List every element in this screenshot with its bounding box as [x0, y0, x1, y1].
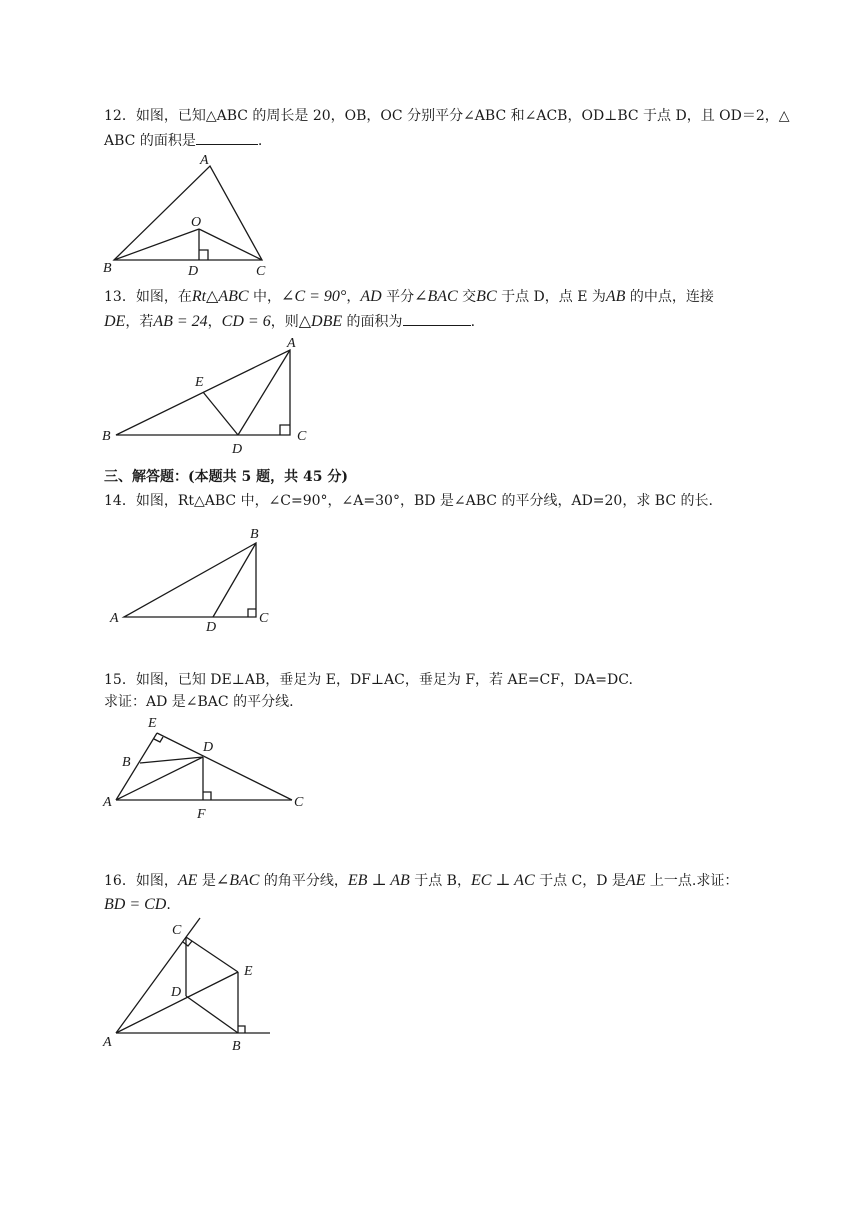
q13-l2-t4: 的面积为 [342, 314, 403, 330]
q16-right-angle-mark-b [238, 1026, 245, 1033]
q15-label-a: A [103, 795, 112, 810]
q16-m3: EB ⊥ AB [347, 872, 410, 889]
q12-label-b: B [103, 261, 112, 276]
q13-label-b: B [102, 429, 111, 444]
q16-m1: AE [177, 872, 198, 889]
q12-text-lead: ABC 的面积是 [104, 133, 196, 149]
q13-m2: ∠C = 90° [281, 288, 347, 305]
q13-m5: BC [476, 288, 497, 305]
q13-l2-m3: CD = 6 [221, 313, 271, 330]
q13-label-d: D [232, 442, 243, 457]
q13-m4: ∠BAC [414, 288, 458, 305]
q13-t6: 于点 D，点 E 为 [496, 289, 606, 305]
q16-ray-ac [116, 918, 200, 1033]
q12-label-a: A [200, 153, 209, 168]
q15-label-f: F [197, 807, 206, 822]
q16-segment-db [186, 996, 238, 1033]
q13-label-e: E [195, 375, 204, 390]
q16-label-b: B [232, 1039, 241, 1054]
q13-l2-t1: ，若 [125, 314, 154, 330]
q16-t5: 于点 C，D 是 [534, 873, 626, 889]
q15-label-b: B [122, 755, 131, 770]
q13-l2-t3: ，则 [270, 314, 299, 330]
q13-l2-m1: DE [104, 313, 126, 330]
q13-t7: 的中点，连接 [625, 289, 714, 305]
q12-text-end: . [257, 133, 263, 149]
q16-label-a: A [103, 1035, 112, 1050]
q13-l2-t2: ， [207, 314, 222, 330]
q16-m2: ∠BAC [215, 872, 260, 889]
q16-l2-m1: BD = CD [104, 896, 167, 913]
q16-m4: EC ⊥ AC [470, 872, 535, 889]
q16-label-c: C [172, 923, 182, 938]
q13-t2: 中， [248, 289, 282, 305]
q12-label-c: C [256, 264, 266, 279]
q14-text: 14．如图，Rt△ABC 中，∠C=90°，∠A=30°，BD 是∠ABC 的平分线，AD=20，求 BC 的长. [104, 493, 713, 509]
q15-label-c: C [294, 795, 304, 810]
q16-m5: AE [625, 872, 646, 889]
q16-segment-ce [186, 937, 238, 972]
q15-text-line2: 求证：AD 是∠BAC 的平分线. [104, 694, 294, 710]
q15-label-d: D [203, 740, 214, 755]
q13-t1: 13．如图，在 [104, 289, 192, 305]
q16-t6: 上一点.求证： [645, 873, 739, 889]
q15-text-line1: 15．如图，已知 DE⊥AB，垂足为 E，DF⊥AC，垂足为 F，若 AE=CF，DA=DC. [104, 672, 633, 688]
q14-label-c: C [259, 611, 269, 626]
q16-segment-ae [116, 972, 238, 1033]
q16-t3: 的角平分线， [259, 873, 348, 889]
q16-t4: 于点 B， [409, 873, 471, 889]
q16-t1: 16．如图， [104, 873, 178, 889]
q13-m6: AB [605, 288, 626, 305]
q13-m1: Rt△ABC [191, 288, 249, 305]
q14-label-d: D [206, 620, 217, 635]
q16-t2: 是 [197, 873, 216, 889]
q15-label-e: E [148, 716, 157, 731]
q13-label-c: C [297, 429, 307, 444]
q12-label-o: O [191, 215, 202, 230]
q13-l2-m4: △DBE [298, 313, 343, 330]
q13-t5: 交 [457, 289, 477, 305]
q13-t3: ， [346, 289, 361, 305]
q13-m3: AD [360, 288, 382, 305]
section-3-heading: 三、解答题：(本题共 5 题，共 45 分) [104, 469, 348, 485]
q14-label-b: B [250, 527, 259, 542]
q16-label-e: E [244, 964, 253, 979]
q16-right-angle-mark-c [183, 941, 192, 946]
q12-label-d: D [188, 264, 199, 279]
q12-text-line1: 12．如图，已知△ABC 的周长是 20，OB，OC 分别平分∠ABC 和∠ACB，OD⊥BC 于点 D，且 OD＝2，△ [104, 108, 790, 124]
q14-label-a: A [110, 611, 119, 626]
q16-l2-end: . [166, 897, 171, 913]
q16-label-d: D [171, 985, 182, 1000]
q13-t4: 平分 [381, 289, 415, 305]
q13-l2-end: . [470, 314, 476, 330]
q13-label-a: A [287, 336, 296, 351]
q13-l2-m2: AB = 24 [153, 313, 208, 330]
